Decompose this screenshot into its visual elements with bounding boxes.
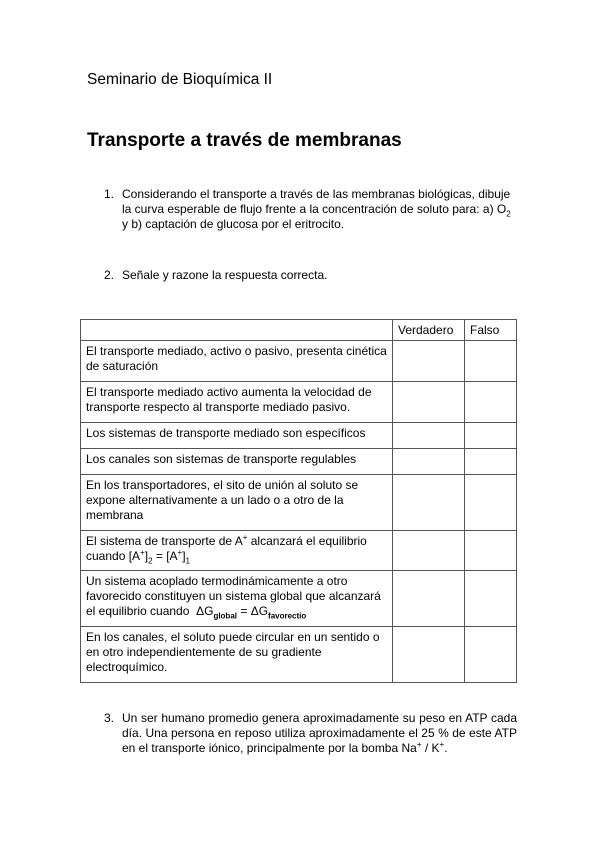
true-false-table — [80, 319, 517, 683]
header-false: Falso — [465, 320, 517, 341]
false-answer-cell[interactable] — [465, 627, 517, 683]
table-row — [81, 341, 517, 382]
statement-cell — [81, 531, 393, 571]
superscript: + — [416, 740, 422, 749]
table-row — [81, 571, 517, 627]
question-number: 2. — [104, 268, 115, 282]
delta-g-symbol: ΔG — [250, 604, 269, 618]
document-subtitle: Seminario de Bioquímica II — [87, 71, 273, 88]
statement-text: El sistema de transporte de A — [86, 534, 243, 548]
question-3-mid: / K — [421, 741, 440, 755]
superscript: + — [439, 740, 445, 749]
superscript: + — [242, 533, 248, 542]
statement-text: = [A — [152, 549, 178, 563]
statement-cell: El transporte mediado, activo o pasivo, presenta cinética de saturación — [81, 341, 393, 382]
subscript: 2 — [148, 556, 153, 566]
false-answer-cell[interactable] — [465, 382, 517, 423]
question-1-tail: y b) captación de glucosa por el eritrocito. — [122, 217, 345, 231]
table-row — [81, 423, 517, 449]
statement-text: ] — [144, 549, 149, 563]
true-answer-cell[interactable] — [393, 475, 465, 531]
question-text — [122, 711, 517, 756]
statement-cell: En los canales, el soluto puede circular en un sentido o en otro independientemente de su gradiente electroquímico. — [81, 627, 393, 683]
delta-g-equation — [196, 604, 307, 621]
false-answer-cell[interactable] — [465, 475, 517, 531]
true-answer-cell[interactable] — [393, 449, 465, 475]
false-answer-cell[interactable] — [465, 531, 517, 571]
statement-cell: Los sistemas de transporte mediado son específicos — [81, 423, 393, 449]
question-1-text: Considerando el transporte a través de las membranas biológicas, dibuje la curva esperable de flujo frente a la concentración de soluto para: a) O — [122, 187, 511, 216]
table-row — [81, 627, 517, 683]
table-row — [81, 531, 517, 571]
true-answer-cell[interactable] — [393, 382, 465, 423]
false-answer-cell[interactable] — [465, 571, 517, 627]
table-row — [81, 449, 517, 475]
question-text: Señale y razone la respuesta correcta. — [122, 268, 328, 282]
statement-text: Un sistema acoplado termodinámicamente a otro favorecido constituyen un sistema global que alcanzará el equilibrio cuando — [86, 574, 381, 618]
header-true: Verdadero — [393, 320, 465, 341]
false-answer-cell[interactable] — [465, 423, 517, 449]
false-answer-cell[interactable] — [465, 341, 517, 382]
true-answer-cell[interactable] — [393, 531, 465, 571]
table-row — [81, 475, 517, 531]
table-row — [81, 382, 517, 423]
document-title: Transporte a través de membranas — [87, 130, 402, 151]
table-header-row — [81, 320, 517, 341]
question-3-text: Un ser humano promedio genera aproximadamente su peso en ATP cada día. Una persona en reposo utiliza aproximadamente el 25 % de este ATP en el transporte iónico, principalmente por la bomba Na — [122, 711, 517, 755]
question-number: 3. — [104, 711, 115, 725]
superscript: + — [177, 548, 183, 557]
false-answer-cell[interactable] — [465, 449, 517, 475]
statement-cell: En los transportadores, el sito de unión al soluto se expone alternativamente a un lado o a otro de la membrana — [81, 475, 393, 531]
statement-text: ] — [182, 549, 186, 563]
delta-g-symbol: ΔG — [196, 604, 214, 618]
question-3-end: . — [444, 741, 448, 755]
true-answer-cell[interactable] — [393, 341, 465, 382]
true-answer-cell[interactable] — [393, 571, 465, 627]
subscript: 2 — [506, 209, 511, 219]
equals-sign: = — [237, 604, 251, 618]
true-answer-cell[interactable] — [393, 423, 465, 449]
question-text — [122, 187, 517, 232]
statement-cell — [81, 571, 393, 627]
question-number: 1. — [104, 187, 115, 201]
subscript: 1 — [185, 556, 190, 566]
true-answer-cell[interactable] — [393, 627, 465, 683]
subscript: favorectio — [268, 611, 307, 621]
superscript: + — [140, 548, 145, 557]
statement-cell: El transporte mediado activo aumenta la velocidad de transporte respecto al transporte mediado pasivo. — [81, 382, 393, 423]
subscript: global — [213, 611, 237, 621]
header-statement — [81, 320, 393, 341]
statement-text: alcanzará el equilibrio cuando [A — [86, 534, 367, 563]
statement-cell: Los canales son sistemas de transporte regulables — [81, 449, 393, 475]
